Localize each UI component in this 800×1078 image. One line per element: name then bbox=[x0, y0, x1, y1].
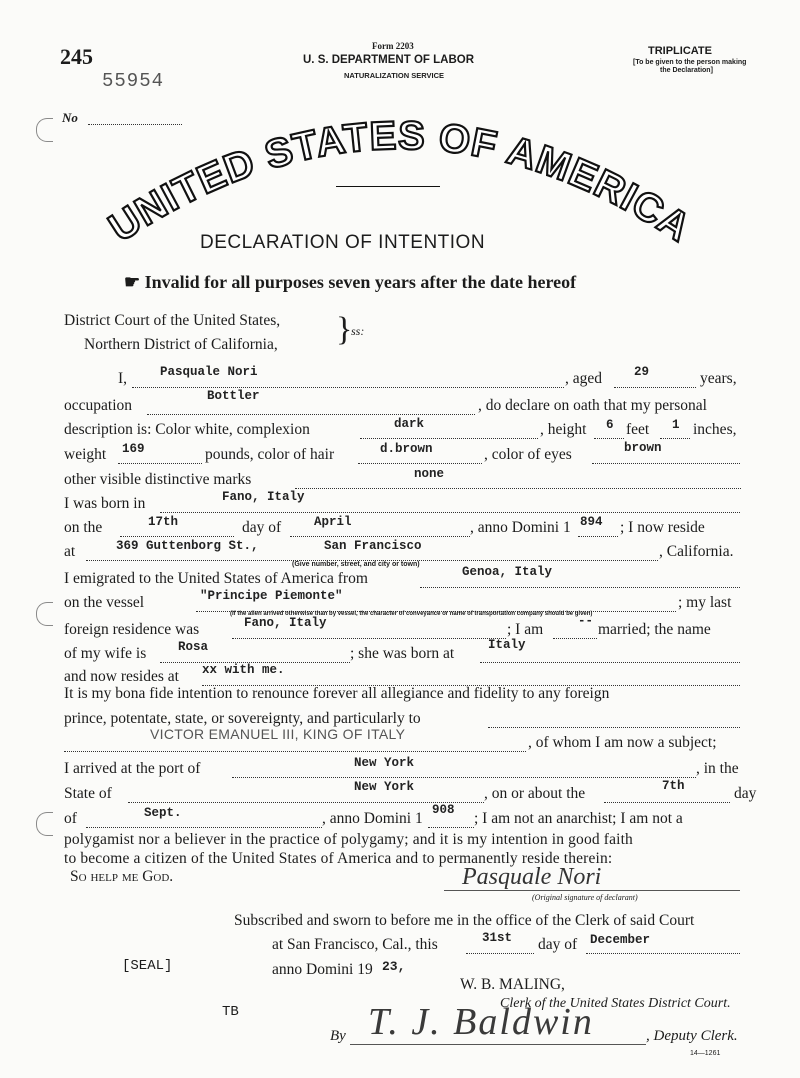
value-resides-with: xx with me. bbox=[202, 663, 285, 677]
value-sworn-month: December bbox=[590, 933, 651, 947]
court-brace: } bbox=[336, 311, 353, 348]
so-help-me-god: So help me God. bbox=[70, 868, 174, 885]
copy-type: TRIPLICATE bbox=[648, 45, 712, 57]
page-number: 245 bbox=[60, 44, 93, 69]
service: NATURALIZATION SERVICE bbox=[344, 71, 445, 80]
department: U. S. DEPARTMENT OF LABOR bbox=[303, 54, 475, 66]
tb-initials: TB bbox=[222, 1004, 239, 1020]
value-name: Pasquale Nori bbox=[160, 365, 258, 379]
value-birthplace: Fano, Italy bbox=[222, 490, 305, 504]
value-address-street: 369 Guttenborg St., bbox=[116, 539, 259, 553]
value-port: New York bbox=[354, 756, 415, 770]
value-sworn-day: 31st bbox=[482, 931, 513, 945]
invalid-notice: ☛ Invalid for all purposes seven years after the date hereof bbox=[124, 272, 577, 292]
seal-label: [SEAL] bbox=[122, 958, 173, 974]
value-arrival-day: 7th bbox=[662, 779, 685, 793]
value-height-feet: 6 bbox=[606, 418, 614, 432]
copy-note-1: [To be given to the person making bbox=[633, 59, 747, 66]
copy-note-2: the Declaration] bbox=[660, 67, 713, 74]
form-number: Form 2203 bbox=[372, 41, 414, 51]
value-hair: d.brown bbox=[380, 442, 433, 456]
value-height-inches: 1 bbox=[672, 418, 680, 432]
value-address-city: San Francisco bbox=[324, 539, 422, 553]
punch-hole bbox=[36, 812, 53, 836]
value-weight: 169 bbox=[122, 442, 145, 456]
value-marks: none bbox=[414, 467, 445, 481]
clerk-name: W. B. MALING, bbox=[460, 976, 565, 993]
value-eyes: brown bbox=[624, 441, 662, 455]
value-married-mark: -- bbox=[578, 614, 594, 628]
value-age: 29 bbox=[634, 365, 650, 379]
value-birth-month: April bbox=[314, 515, 352, 529]
court-line-2: Northern District of California, bbox=[84, 336, 278, 353]
value-birth-day: 17th bbox=[148, 515, 179, 529]
title-rule bbox=[336, 186, 440, 187]
deputy-signature: T. J. Baldwin bbox=[368, 1001, 594, 1043]
value-wife: Rosa bbox=[178, 640, 209, 654]
value-birth-year: 894 bbox=[580, 515, 603, 529]
value-arrival-month: Sept. bbox=[144, 806, 182, 820]
value-emigrated-from: Genoa, Italy bbox=[462, 565, 553, 579]
declaration-heading: DECLARATION OF INTENTION bbox=[200, 232, 486, 253]
value-arrival-year: 908 bbox=[432, 803, 455, 817]
value-vessel: "Principe Piemonte" bbox=[200, 589, 343, 603]
declarant-signature: Pasquale Nori bbox=[462, 864, 602, 890]
punch-hole bbox=[36, 602, 53, 626]
clerk-title: Clerk of the United States District Court. bbox=[500, 996, 731, 1011]
value-wife-born: Italy bbox=[488, 638, 526, 652]
pointing-hand-icon: ☛ bbox=[124, 272, 141, 292]
ss-label: ss: bbox=[351, 324, 365, 338]
punch-hole bbox=[36, 118, 53, 142]
value-occupation: Bottler bbox=[207, 389, 260, 403]
label-i: I, bbox=[118, 370, 128, 387]
value-sworn-year: 23, bbox=[382, 959, 406, 974]
value-state: New York bbox=[354, 780, 415, 794]
no-label: No bbox=[62, 110, 78, 125]
arc-title-text: UNITED STATES OF AMERICA bbox=[101, 113, 699, 251]
value-sovereign-stamp: VICTOR EMANUEL III, KING OF ITALY bbox=[150, 726, 406, 742]
value-foreign-residence: Fano, Italy bbox=[244, 616, 327, 630]
svg-text:UNITED STATES OF AMERICA bbox=[101, 114, 698, 251]
value-complexion: dark bbox=[394, 417, 425, 431]
court-line-1: District Court of the United States, bbox=[64, 312, 281, 329]
stamp-number: 55954 bbox=[102, 70, 165, 92]
form-code: 14—1261 bbox=[690, 1050, 721, 1057]
declaration-document: 245 55954 Form 2203 U. S. DEPARTMENT OF LABOR NATURALIZATION SERVICE TRIPLICATE [To be given to the person making the Declaration] No UNITED STATES OF AMERICA DECLARATION OF INTENTION ☛ Invalid for all purposes seven years after the date hereof District Court of the United States, Northern District of California, } ss: I, Pasquale Nori , aged 29 years, occupation Bottler , do declare on oath that my personal description is: Color white, complexion dark , height 6 feet 1 inches, weight 169 pounds, color of hair d.brown , color of eyes brown other visible distinctive marks none I was born in Fano, Italy on the 17th day of April , anno Domini 1 894 ; I now reside at 369 Guttenborg St., San Francisco , California. (Give number, street, and city or town) I emigrated to the United States of America from Genoa, Italy on the vessel "Principe Piemonte" ; my last (If the alien arrived otherwise than by vessel, the character of conveyance or name of transportation company should be given) foreign residence was Fano, Italy ; I am -- married; the name of my wife is Rosa ; she was born at Italy and now resides at xx with me. It is my bona fide intention to renounce forever all allegiance and fidelity to any foreign prince, potentate, state, or sovereignty, and particularly to VICTOR EMANUEL III, KING OF ITALY , of whom I am now a subject; I arrived at the port of New York , in the State of New York , on or about the 7th day of Sept. , anno Domini 1 908 ; I am not an anarchist; I am not a polygamist nor a believer in the practice of polygamy; and it is my intention in good faith to become a citizen of the United States of America and to permanently reside therein: So help me God. Pasquale Nori (Original signature of declarant) Subscribed and sworn to before me in the office of the Clerk of said Court at San Francisco, Cal., this 31st day of December [SEAL] anno Domini 19 23, W. B. MALING, Clerk of the United States District Court. TB By T. J. Baldwin , Deputy Clerk. 14—1261 bbox=[0, 0, 800, 1078]
